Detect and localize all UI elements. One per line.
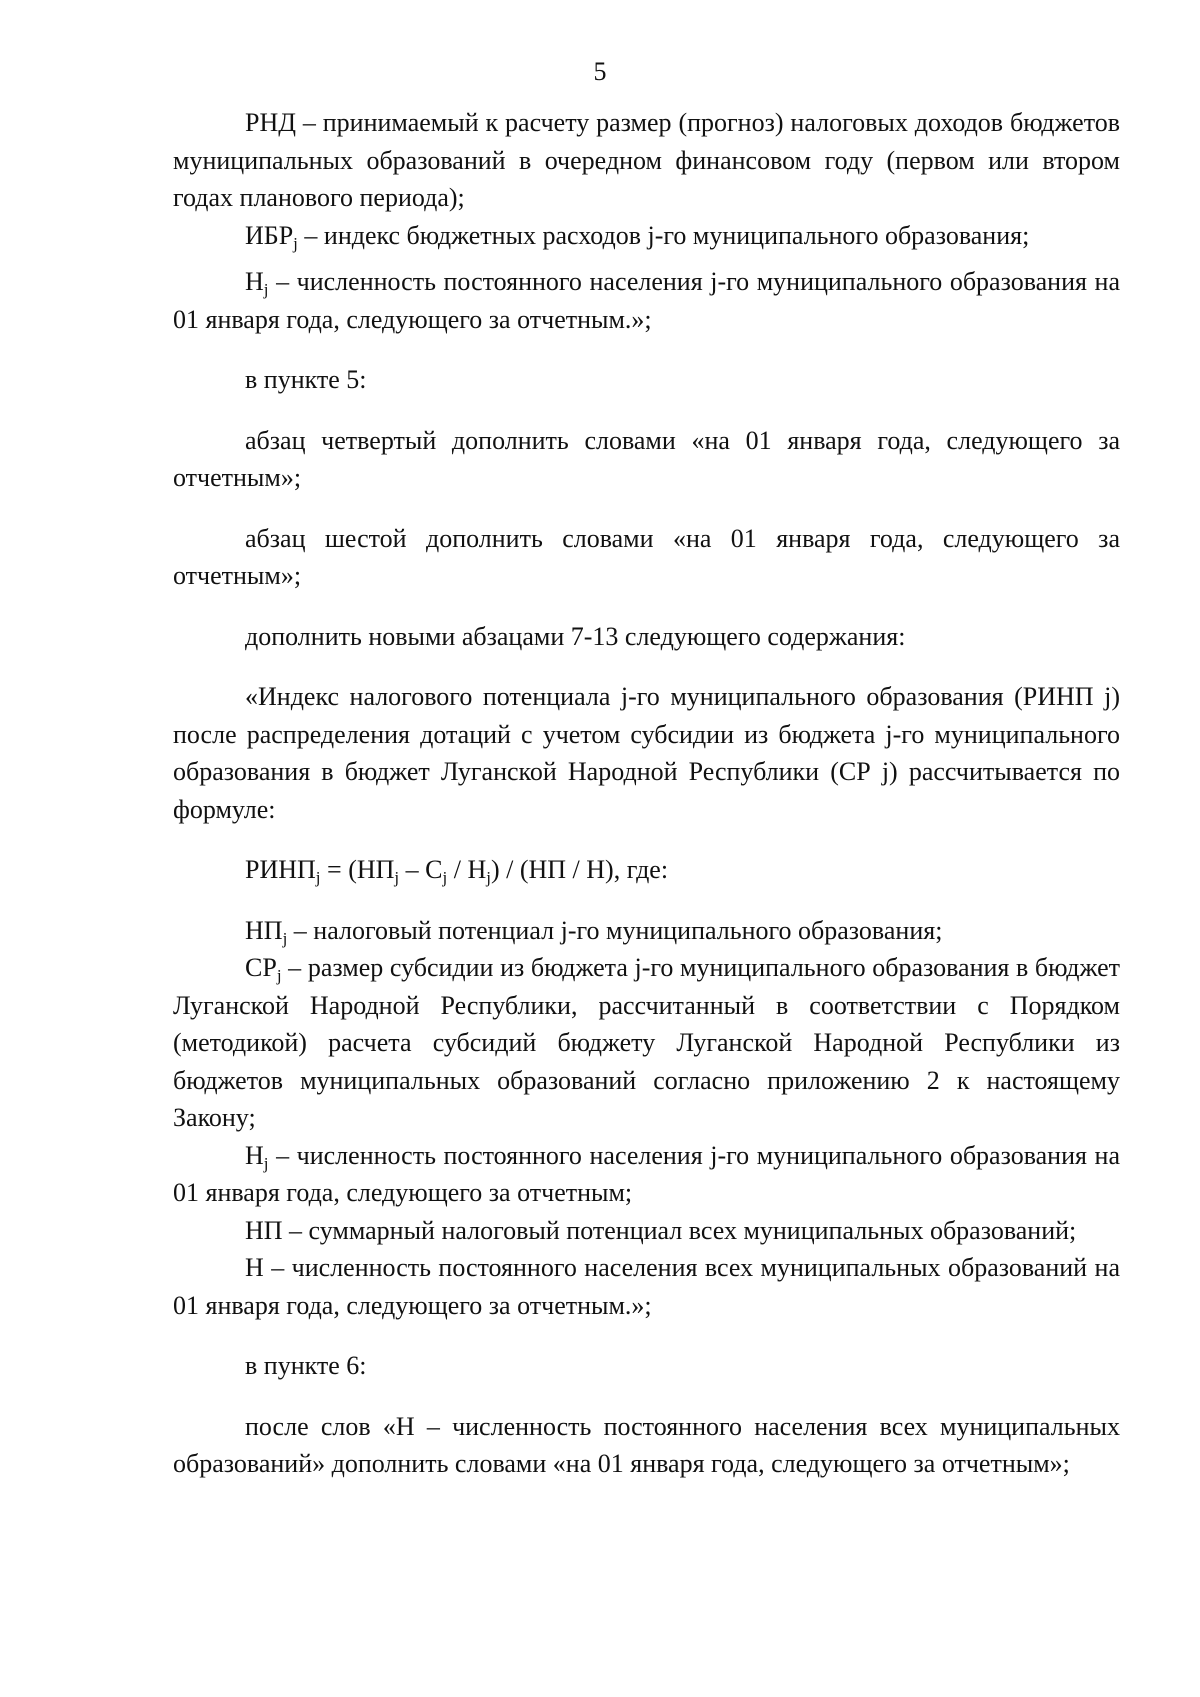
paragraph-point-6: в пункте 6:	[245, 1351, 367, 1380]
formula-rinp	[173, 851, 1120, 889]
paragraph-abzac-4: абзац четвертый дополнить словами «на 01 января года, следующего за отчетным»;	[173, 425, 1120, 492]
n2-subscript: j	[263, 1153, 269, 1173]
formula-part-c: – С	[399, 855, 443, 884]
np-subscript: j	[282, 928, 288, 948]
paragraph-rnd: РНД – принимаемый к расчету размер (прогноз) налоговых доходов бюджетов муниципальных образований в очередном финансовом году (первом или втором годах планового периода);	[173, 108, 1120, 212]
paragraph-point-5: в пункте 5:	[245, 365, 367, 394]
formula-part-b: = (НП	[320, 855, 395, 884]
paragraph-population-j	[173, 263, 1120, 338]
paragraph-population-total: Н – численность постоянного населения всех муниципальных образований на 01 января года, следующего за отчетным.»;	[173, 1253, 1120, 1320]
ibr-prefix: ИБР	[245, 220, 294, 250]
document-body	[173, 104, 1120, 1483]
paragraph-ibr	[173, 217, 1120, 255]
formula-part-a: РИНП	[245, 855, 316, 884]
n1-subscript: j	[263, 280, 269, 299]
sr-subscript: j	[276, 966, 282, 985]
paragraph-population-j-2	[173, 1137, 1120, 1212]
paragraph-after-words: после слов «Н – численность постоянного населения всех муниципальных образований» дополнить словами «на 01 января года, следующего за отчетным»;	[173, 1411, 1120, 1478]
paragraph-np-j	[173, 912, 1120, 950]
n2-prefix: Н	[245, 1140, 264, 1170]
paragraph-np-total: НП – суммарный налоговый потенциал всех муниципальных образований;	[245, 1215, 1077, 1245]
formula-part-e: ) / (НП / Н), где:	[490, 855, 669, 884]
np-rest: – налоговый потенциал j-го муниципального образования;	[287, 915, 943, 945]
n1-prefix: Н	[245, 267, 264, 296]
formula-part-d: / Н	[447, 855, 487, 884]
paragraph-add-abzacs: дополнить новыми абзацами 7-13 следующего содержания:	[245, 621, 906, 651]
formula-sub-1: j	[315, 868, 321, 887]
ibr-subscript: j	[293, 233, 298, 253]
page-number: 5	[593, 57, 607, 86]
sr-prefix: СР	[245, 953, 277, 982]
paragraph-index-definition: «Индекс налогового потенциала j-го муниципального образования (РИНП j) после распределения дотаций с учетом субсидии из бюджета j-го муниципального образования в бюджет Луганской Народной Республики (СР j) рассчитывается по формуле:	[173, 682, 1120, 824]
paragraph-sr-j	[173, 949, 1120, 1137]
n1-rest: – численность постоянного населения j-го муниципального образования на 01 января года, следующего за отчетным.»;	[173, 267, 1120, 334]
formula-sub-4: j	[486, 868, 491, 887]
formula-sub-3: j	[442, 868, 448, 887]
np-prefix: НП	[245, 915, 283, 945]
formula-sub-2: j	[394, 868, 400, 887]
n2-rest: – численность постоянного населения j-го муниципального образования на 01 января года, следующего за отчетным;	[173, 1140, 1120, 1207]
sr-rest: – размер субсидии из бюджета j-го муниципального образования в бюджет Луганской Народной Республики, рассчитанный в соответствии с Порядком (методикой) расчета субсидий бюджету Луганской Народной Республики из бюджетов муниципальных образований согласно приложению 2 к настоящему Закону;	[173, 953, 1120, 1132]
paragraph-abzac-6: абзац шестой дополнить словами «на 01 января года, следующего за отчетным»;	[173, 523, 1120, 590]
ibr-rest: – индекс бюджетных расходов j-го муниципального образования;	[297, 220, 1030, 250]
